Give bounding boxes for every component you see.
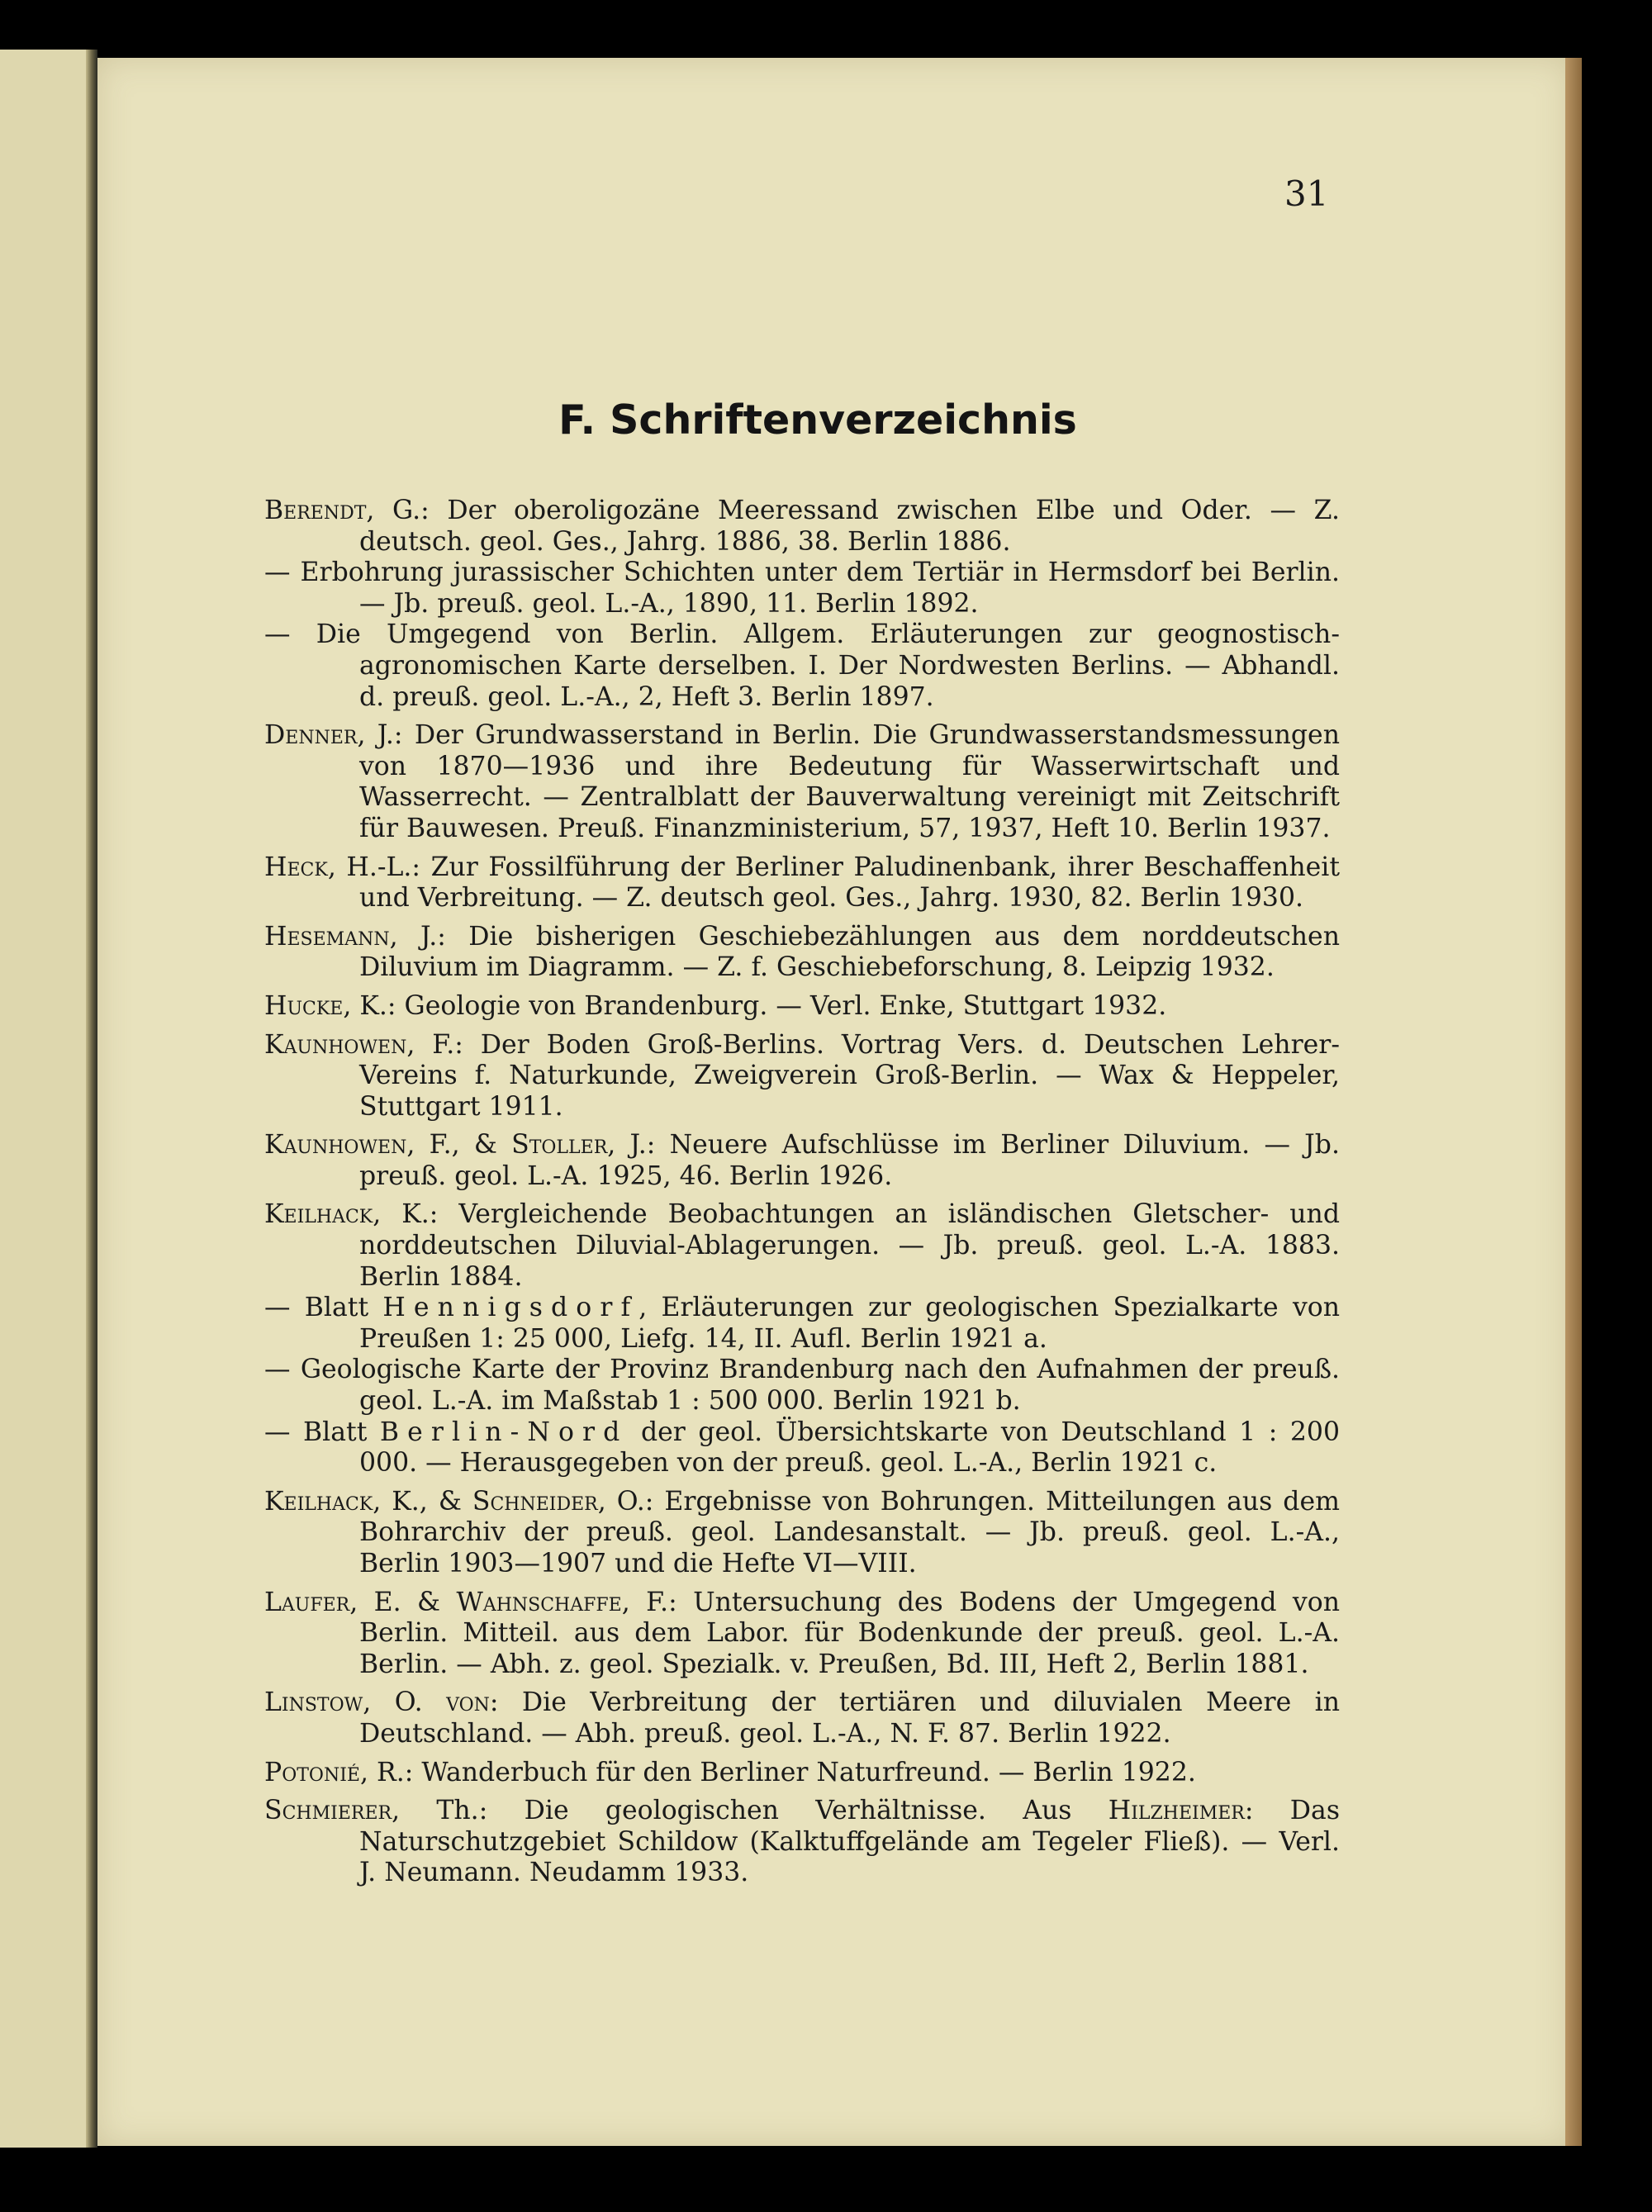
- coauthor-name: von: [446, 1687, 490, 1718]
- author-name: Heck: [264, 852, 328, 882]
- entry-text: Erbohrung jurassischer Schichten unter dem Tertiär in Hermsdorf bei Berlin. — Jb. preuß. geol. L.-A., 1890, 11. Berlin 1892.: [300, 558, 1341, 619]
- bibliography-entry: [264, 558, 1340, 619]
- author-name: Keilhack: [264, 1199, 373, 1230]
- author-name: Schmierer: [264, 1796, 392, 1826]
- author-name: Kaunhowen: [264, 1029, 407, 1060]
- coauthor-suffix: , O.:: [597, 1486, 665, 1517]
- author-name: Berendt: [264, 496, 367, 525]
- author-name: Hucke: [264, 990, 344, 1021]
- entry-text: Die Verbreitung der tertiären und diluvialen Meere in Deutschland. — Abh. preuß. geol. L.-A., N. F. 87. Berlin 1922.: [359, 1687, 1340, 1749]
- bibliography-entry: [264, 1796, 1340, 1889]
- author-suffix: , F., &: [406, 1130, 512, 1161]
- page-edge: [1565, 58, 1582, 2146]
- entry-text: Geologie von Brandenburg. — Verl. Enke, Stuttgart 1932.: [404, 990, 1167, 1021]
- inline-author-name: Hilzheimer: [1108, 1796, 1245, 1826]
- author-suffix: , R.:: [359, 1757, 422, 1787]
- bibliography-entry: [264, 619, 1340, 713]
- previous-page-edge: [0, 50, 91, 2148]
- bibliography-entry: [264, 1487, 1340, 1580]
- entry-text: Die bisherigen Geschiebezählungen aus dem norddeutschen Diluvium im Diagramm. — Z. f. Geschiebeforschung, 8. Leipzig 1932.: [359, 921, 1340, 983]
- author-suffix: —: [264, 1293, 305, 1323]
- author-suffix: , K.:: [343, 990, 405, 1021]
- coauthor-suffix: , J.:: [607, 1130, 670, 1161]
- bibliography-entry: [264, 1199, 1340, 1293]
- author-suffix: , F.:: [406, 1029, 481, 1060]
- author-name: Linstow: [264, 1687, 363, 1718]
- entry-text-prefix: Die geologischen Verhältnisse. Aus: [524, 1796, 1108, 1826]
- bibliography-entry: [264, 1130, 1340, 1192]
- entry-text: Neuere Aufschlüsse im Berliner Diluvium. — Jb. preuß. geol. L.-A. 1925, 46. Berlin 1926.: [359, 1130, 1340, 1191]
- bibliography-entry: [264, 922, 1340, 984]
- entry-text: Zur Fossilführung der Berliner Paludinenbank, ihrer Beschaffenheit und Verbreitung. — Z. deutsch geol. Ges., Jahrg. 1930, 82. Berlin 1930.: [359, 852, 1340, 914]
- bibliography-entry: [264, 496, 1340, 558]
- entry-text: : Das Naturschutzgebiet Schildow (Kalktuffgelände am Tegeler Fließ). — Verl. J. Neumann. Neudamm 1933.: [359, 1796, 1340, 1888]
- coauthor-name: Schneider: [472, 1486, 598, 1517]
- bibliography-entry: [264, 1030, 1340, 1123]
- entry-text: Der Boden Groß-Berlins. Vortrag Vers. d. Deutschen Lehrer-Vereins f. Naturkunde, Zweigverein Groß-Berlin. — Wax & Heppeler, Stuttgart 1911.: [359, 1029, 1340, 1122]
- author-suffix: , K.:: [373, 1199, 459, 1230]
- entry-text: Geologische Karte der Provinz Brandenburg nach den Aufnahmen der preuß. geol. L.-A. im Maßstab 1 : 500 000. Berlin 1921 b.: [300, 1355, 1341, 1417]
- author-name: Kaunhowen: [264, 1130, 407, 1161]
- author-suffix: , J.:: [389, 921, 469, 952]
- section-heading: F. Schriftenverzeichnis: [558, 396, 1077, 444]
- author-suffix: , J.:: [357, 720, 415, 751]
- bibliography-entry: [264, 1588, 1340, 1681]
- entry-text: der geol. Übersichtskarte von Deutschland 1 : 200 000. — Herausgegeben von der preuß. geol. L.-A., Berlin 1921 c.: [359, 1417, 1340, 1479]
- author-suffix: , K., &: [373, 1486, 472, 1517]
- bibliography-entry: [264, 720, 1340, 844]
- coauthor-name: Wahnschaffe: [456, 1587, 622, 1617]
- book-gutter: [86, 50, 97, 2148]
- entry-text: Ergebnisse von Bohrungen. Mitteilungen aus dem Bohrarchiv der preuß. geol. Landesanstalt. — Jb. preuß. geol. L.-A., Berlin 1903—1907 und die Hefte VI—VIII.: [359, 1486, 1340, 1578]
- author-suffix: —: [264, 1355, 301, 1385]
- author-suffix: —: [264, 558, 301, 588]
- author-name: Keilhack: [264, 1486, 373, 1517]
- spaced-place-name: Berlin-Nord: [379, 1417, 629, 1447]
- entry-text-prefix: Blatt: [303, 1417, 380, 1447]
- bibliography-entry: [264, 991, 1340, 1023]
- bibliography-entry: [264, 1355, 1340, 1417]
- author-name: Potonié: [264, 1757, 360, 1787]
- entry-text: Der oberoligozäne Meeressand zwischen Elbe und Oder. — Z. deutsch. geol. Ges., Jahrg. 1886, 38. Berlin 1886.: [359, 496, 1340, 557]
- entry-text-prefix: Blatt: [304, 1293, 383, 1323]
- author-suffix: , G.:: [366, 496, 448, 525]
- bibliography-entry: [264, 852, 1340, 914]
- entry-text: , Erläuterungen zur geologischen Spezialkarte von Preußen 1: 25 000, Liefg. 14, II. Aufl. Berlin 1921 a.: [359, 1293, 1340, 1354]
- author-suffix: , H.-L.:: [327, 852, 431, 882]
- coauthor-suffix: :: [489, 1687, 522, 1718]
- author-suffix: , O.: [363, 1687, 447, 1718]
- bibliography-entry: [264, 1293, 1340, 1355]
- spaced-place-name: Hennigsdorf: [382, 1293, 639, 1323]
- author-suffix: , Th.:: [392, 1796, 525, 1826]
- entry-text: Wanderbuch für den Berliner Naturfreund. — Berlin 1922.: [421, 1757, 1196, 1787]
- entry-text: Der Grundwasserstand in Berlin. Die Grundwasserstandsmessungen von 1870—1936 und ihre Bedeutung für Wasserwirtschaft und Wasserrecht. — Zentralblatt der Bauverwaltung vereinigt mit Zeitschrift für Bauwesen. Preuß. Finanzministerium, 57, 1937, Heft 10. Berlin 1937.: [359, 720, 1340, 843]
- author-name: Laufer: [264, 1587, 350, 1617]
- author-suffix: —: [264, 1417, 304, 1447]
- entry-text: Die Umgegend von Berlin. Allgem. Erläuterungen zur geognostisch-agronomischen Karte derselben. I. Der Nordwesten Berlins. — Abhandl. d. preuß. geol. L.-A., 2, Heft 3. Berlin 1897.: [316, 619, 1340, 712]
- bibliography-list: [264, 496, 1340, 1896]
- page-number: 31: [1284, 173, 1329, 214]
- author-name: Hesemann: [264, 921, 390, 952]
- entry-text: Vergleichende Beobachtungen an isländischen Gletscher- und norddeutschen Diluvial-Ablagerungen. — Jb. preuß. geol. L.-A. 1883. Berlin 1884.: [359, 1199, 1340, 1292]
- author-name: Denner: [264, 720, 358, 751]
- author-suffix: —: [264, 619, 316, 650]
- coauthor-suffix: , F.:: [621, 1587, 694, 1617]
- entry-text: Untersuchung des Bodens der Umgegend von Berlin. Mitteil. aus dem Labor. für Bodenkunde der preuß. geol. L.-A. Berlin. — Abh. z. geol. Spezialk. v. Preußen, Bd. III, Heft 2, Berlin 1881.: [359, 1587, 1340, 1679]
- author-suffix: , E. &: [349, 1587, 457, 1617]
- coauthor-name: Stoller: [511, 1130, 608, 1161]
- bibliography-entry: [264, 1687, 1340, 1749]
- bibliography-entry: [264, 1417, 1340, 1479]
- bibliography-entry: [264, 1758, 1340, 1789]
